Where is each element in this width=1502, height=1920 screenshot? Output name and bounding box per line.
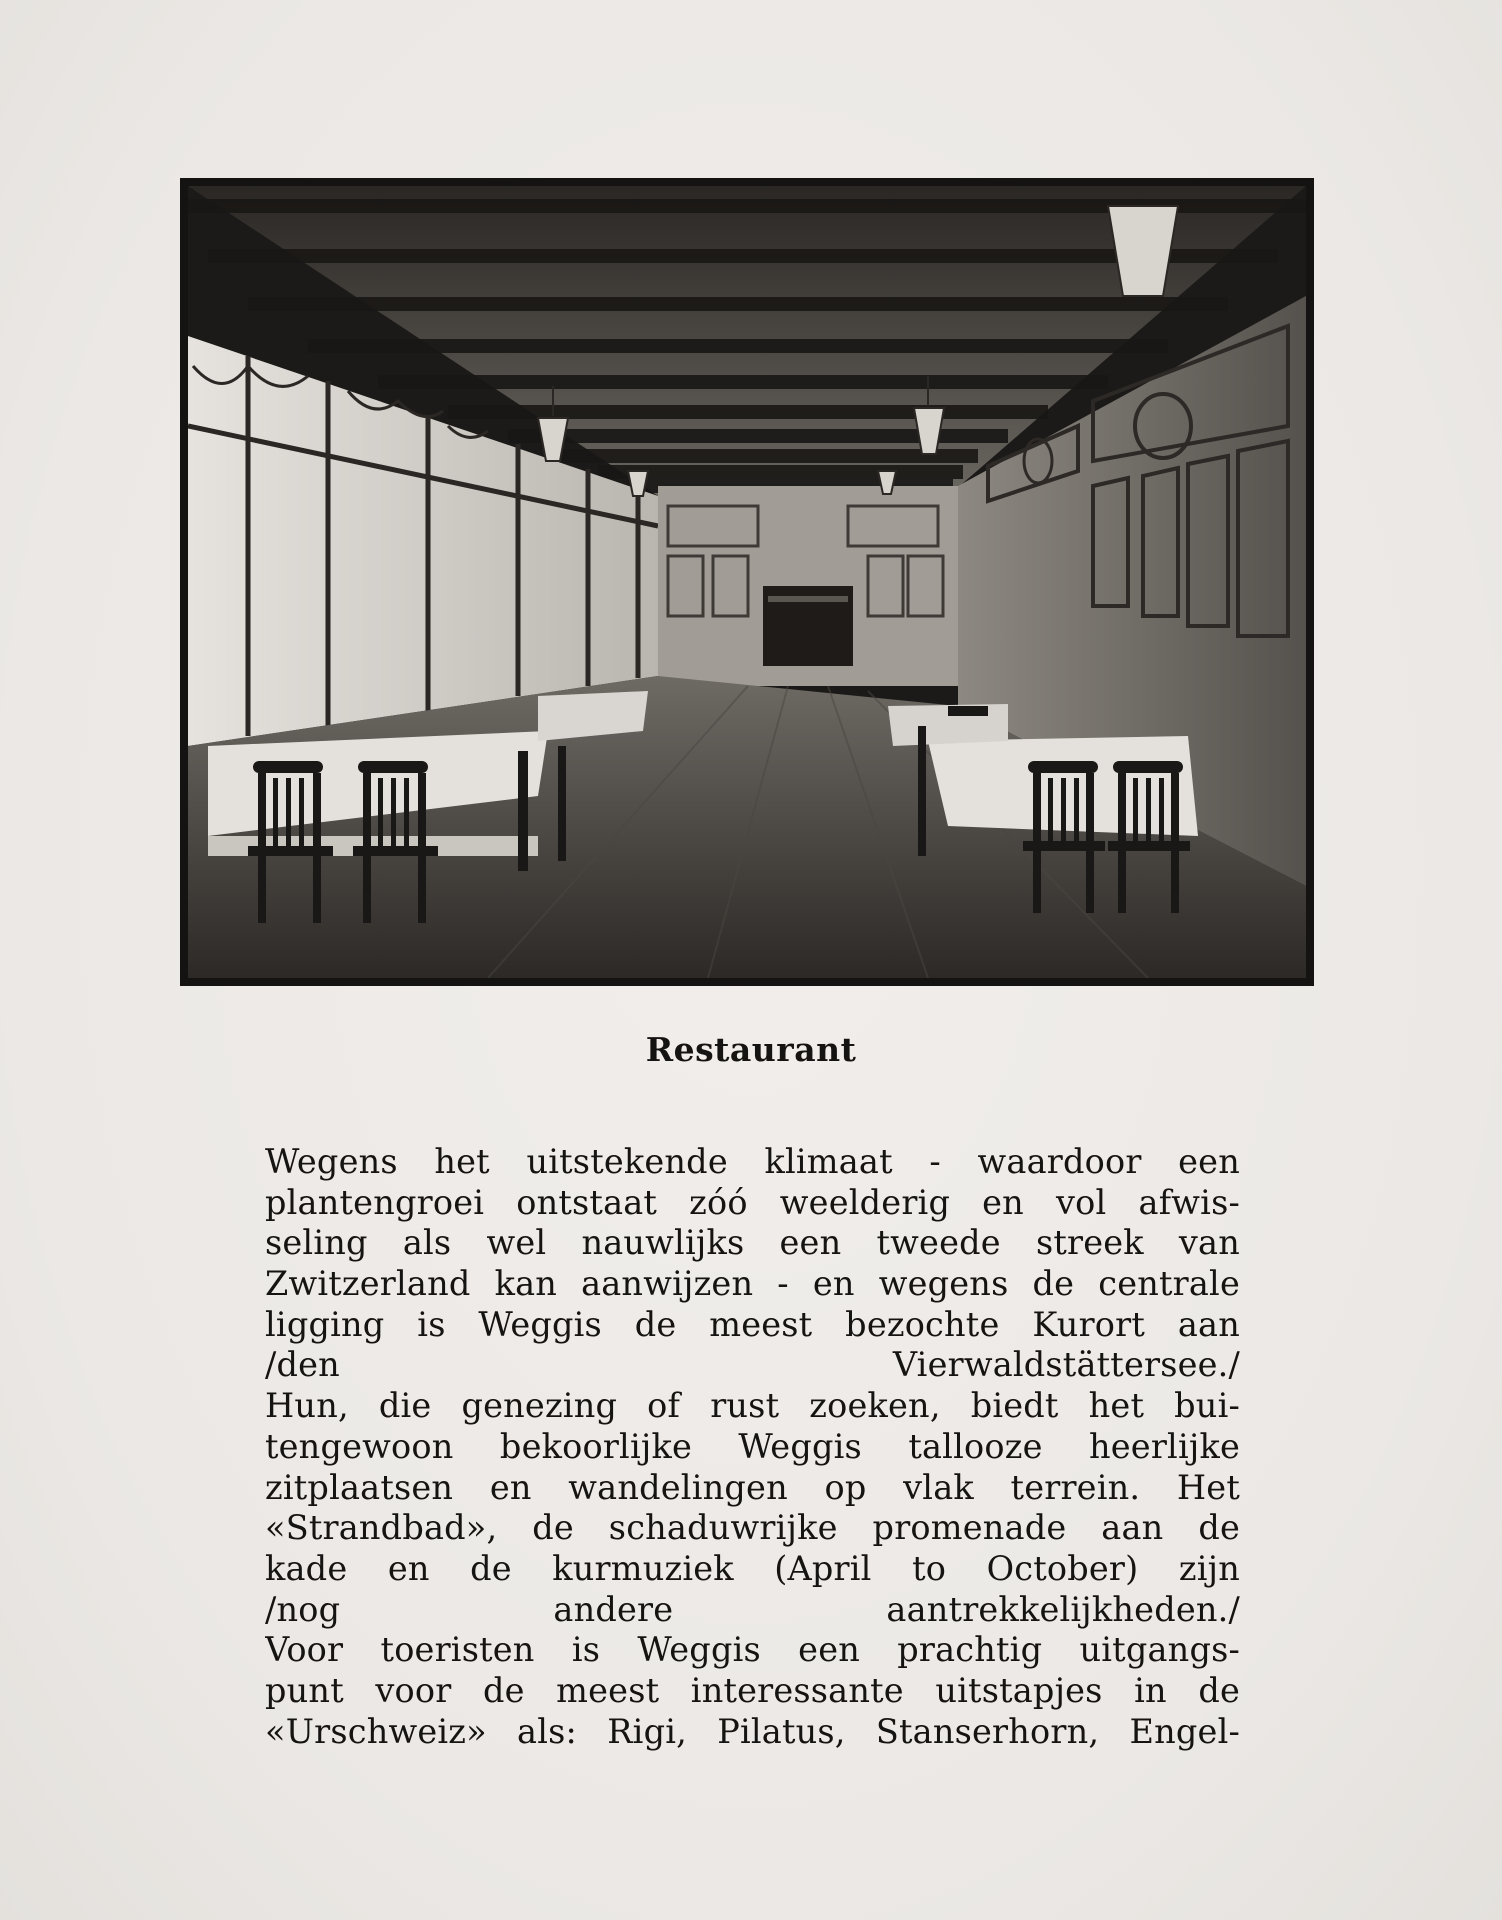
text-line: plantengroei ontstaat zóó weelderig en vol afwis- [265,1182,1240,1222]
slash-mark-right: / [1228,1345,1240,1385]
text-line: «Strandbad», de schaduwrijke promenade aan de [265,1508,1240,1548]
body-text [265,1142,1240,1752]
restaurant-photo [180,178,1314,986]
text-line: ligging is Weggis de meest bezochte Kurort aan [265,1304,1240,1344]
text-line: punt voor de meest interessante uitstapjes in de [265,1670,1240,1710]
text-line: Zwitzerland kan aanwijzen - en wegens de centrale [265,1264,1240,1304]
centered-text: den Vierwaldstättersee. [276,1345,1229,1385]
text-line-centered [265,1590,1240,1631]
text-line: seling als wel nauwlijks een tweede streek van [265,1223,1240,1263]
text-line: zitplaatsen en wandelingen op vlak terrein. Het [265,1467,1240,1507]
restaurant-interior-image [188,186,1306,978]
text-line: Wegens het uitstekende klimaat - waardoor een [265,1142,1240,1181]
text-line: Hun, die genezing of rust zoeken, biedt het bui- [265,1386,1240,1426]
photo-caption: Restaurant [645,1030,857,1069]
text-line-centered [265,1345,1240,1386]
text-line: «Urschweiz» als: Rigi, Pilatus, Stanserhorn, Engel- [265,1711,1240,1751]
slash-mark-right: / [1228,1589,1240,1629]
slash-mark-left: / [265,1345,277,1385]
slash-mark-left: / [265,1589,277,1629]
centered-text: nog andere aantrekkelijkheden. [276,1589,1229,1629]
text-line: kade en de kurmuziek (April to October) zijn [265,1548,1240,1588]
text-line: Voor toeristen is Weggis een prachtig uitgangs- [265,1630,1240,1670]
text-line: tengewoon bekoorlijke Weggis tallooze heerlijke [265,1426,1240,1466]
